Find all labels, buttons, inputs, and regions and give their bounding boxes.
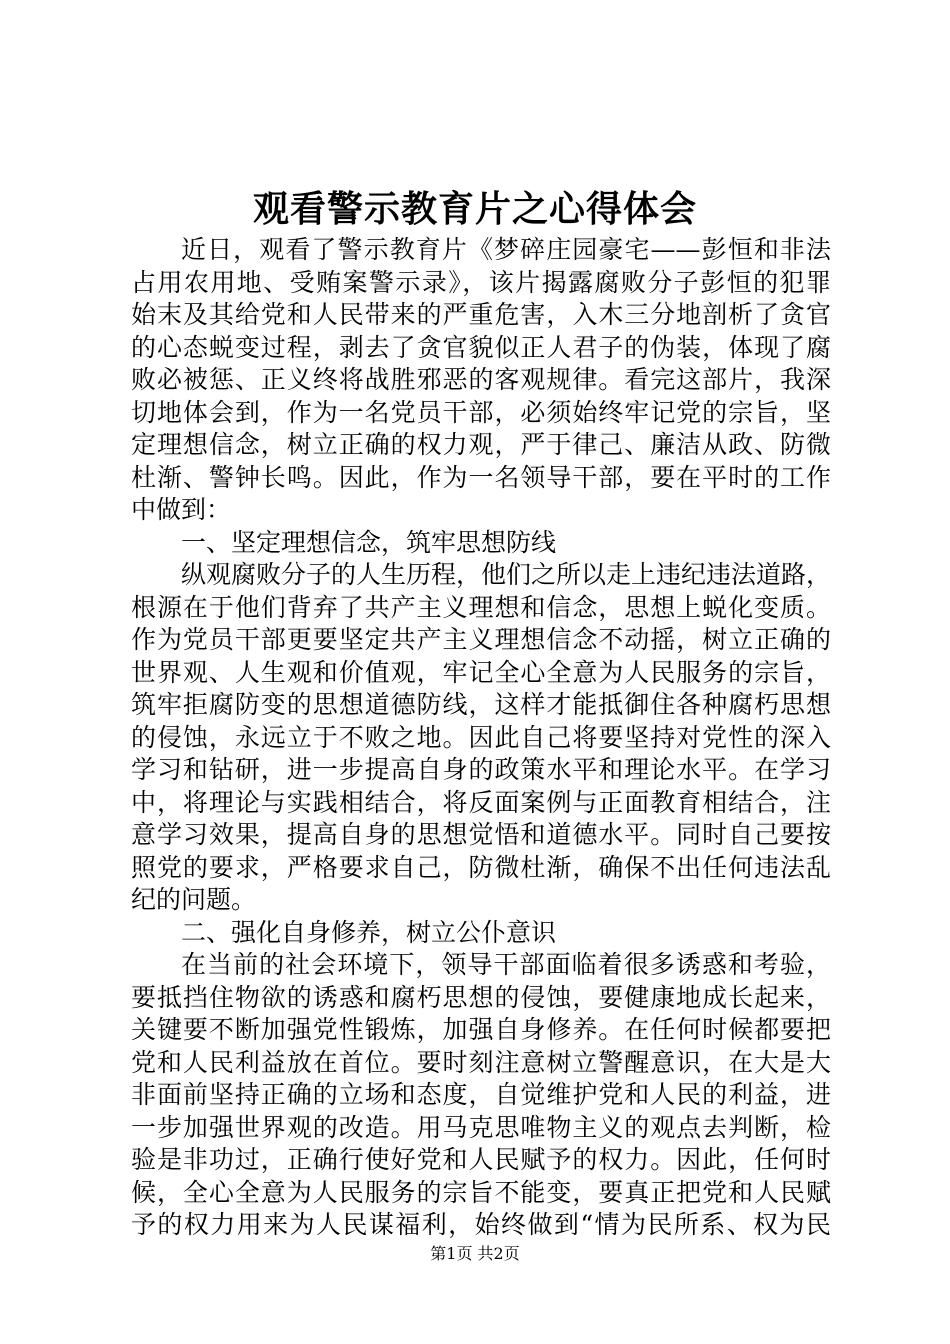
body-line: 予的权力用来为人民谋福利，始终做到“情为民所系、权为民 — [131, 1210, 831, 1239]
body-line: 的侵蚀，永远立于不败之地。因此自己将要坚持对党性的深入 — [131, 722, 831, 752]
body-line: 二、强化自身修养，树立公仆意识 — [181, 917, 557, 947]
body-line: 的心态蜕变过程，剥去了贪官貌似正人君子的伪装，体现了腐 — [131, 332, 831, 362]
document-body — [131, 234, 831, 1242]
body-line: 切地体会到，作为一名党员干部，必须始终牢记党的宗旨，坚 — [131, 397, 831, 427]
body-line: 占用农用地、受贿案警示录》，该片揭露腐败分子彭恒的犯罪 — [131, 267, 831, 297]
body-line: 非面前坚持正确的立场和态度，自觉维护党和人民的利益，进 — [131, 1080, 831, 1109]
body-line: 杜渐、警钟长鸣。因此，作为一名领导干部，要在平时的工作 — [131, 462, 831, 492]
body-line: 党和人民利益放在首位。要时刻注意树立警醒意识，在大是大 — [131, 1047, 831, 1077]
body-line: 要抵挡住物欲的诱惑和腐朽思想的侵蚀，要健康地成长起来， — [131, 982, 831, 1012]
body-line: 意学习效果，提高自身的思想觉悟和道德水平。同时自己要按 — [131, 820, 831, 849]
body-line: 中，将理论与实践相结合，将反面案例与正面教育相结合，注 — [131, 787, 831, 817]
body-line: 世界观、人生观和价值观，牢记全心全意为人民服务的宗旨， — [131, 657, 831, 687]
body-line: 关键要不断加强党性锻炼，加强自身修养。在任何时候都要把 — [131, 1015, 831, 1044]
document-title: 观看警示教育片之心得体会 — [252, 188, 697, 230]
body-line: 纪的问题。 — [131, 885, 257, 914]
body-line: 照党的要求，严格要求自己，防微杜渐，确保不出任何违法乱 — [131, 852, 831, 882]
body-line: 作为党员干部更要坚定共产主义理想信念不动摇，树立正确的 — [131, 625, 831, 654]
body-line: 近日，观看了警示教育片《梦碎庄园豪宅——彭恒和非法 — [181, 235, 831, 264]
body-line: 根源在于他们背弃了共产主义理想和信念，思想上蜕化变质。 — [131, 592, 831, 622]
body-line: 一步加强世界观的改造。用马克思唯物主义的观点去判断，检 — [131, 1112, 831, 1142]
page-number: 第1页 共2页 — [430, 1244, 520, 1263]
body-line: 纵观腐败分子的人生历程，他们之所以走上违纪违法道路， — [181, 560, 832, 589]
body-line: 中做到： — [131, 495, 232, 524]
body-line: 败必被惩、正义终将战胜邪恶的客观规律。看完这部片，我深 — [131, 365, 831, 394]
body-line: 始末及其给党和人民带来的严重危害，入木三分地剖析了贪官 — [131, 300, 831, 329]
body-line: 验是非功过，正确行使好党和人民赋予的权力。因此，任何时 — [131, 1145, 831, 1174]
body-line: 学习和钻研，进一步提高自身的政策水平和理论水平。在学习 — [131, 755, 831, 784]
body-line: 筑牢拒腐防变的思想道德防线，这样才能抵御住各种腐朽思想 — [131, 690, 831, 719]
body-line: 候，全心全意为人民服务的宗旨不能变，要真正把党和人民赋 — [131, 1177, 831, 1207]
body-line: 一、坚定理想信念，筑牢思想防线 — [181, 527, 557, 557]
body-line: 在当前的社会环境下，领导干部面临着很多诱惑和考验， — [181, 950, 831, 979]
body-line: 定理想信念，树立正确的权力观，严于律己、廉洁从政、防微 — [131, 430, 831, 459]
